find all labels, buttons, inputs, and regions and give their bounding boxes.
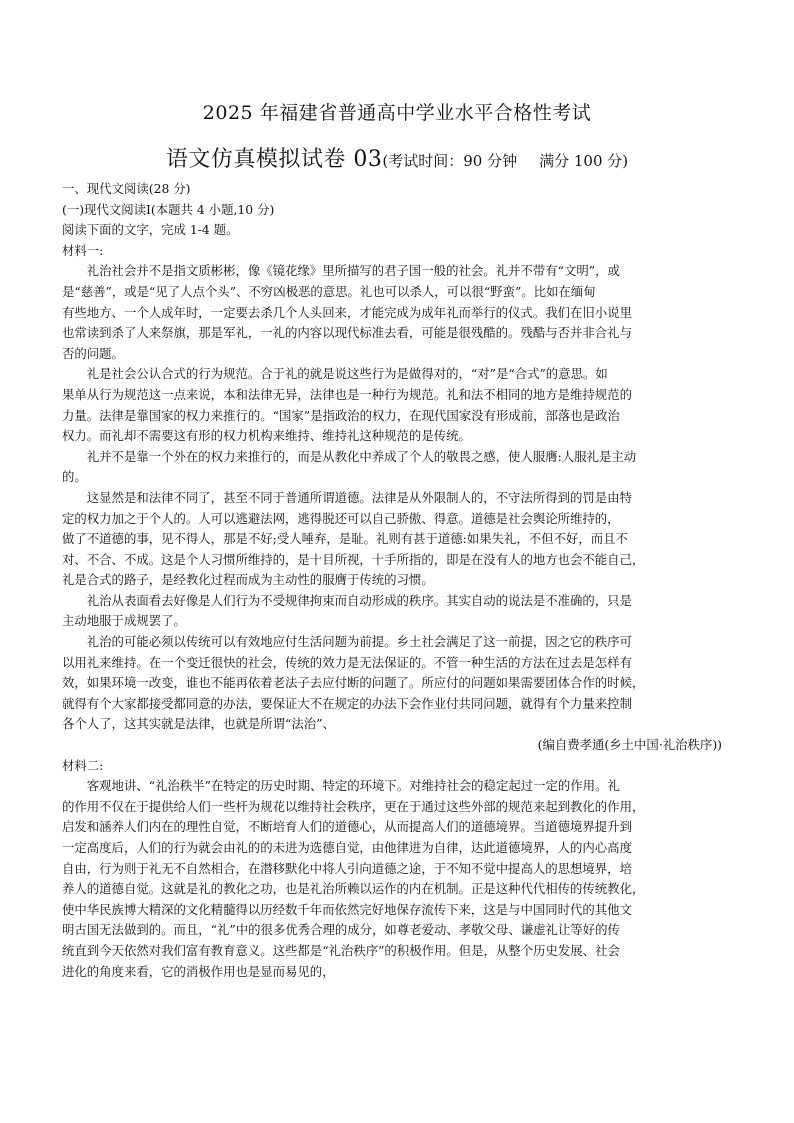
text-line: 使中华民族博大精深的文化精髓得以历经数千年而依然完好地保存流传下来，这是与中国同时代的其他文 [62, 901, 632, 917]
text-line: 定的权力加之于个人的。人可以逃避法网，逃得脱还可以自己骄傲、得意。道德是社会舆论所维持的， [62, 510, 620, 526]
text-line: 的。 [62, 469, 87, 485]
text-line: 是“慈善”，或是“见了人点个头”、不穷凶极恶的意思。礼也可以杀人，可以很“野蛮”。比如在缅甸 [62, 283, 596, 299]
text-line: 力量。法律是靠国家的权力来推行的。“国家”是指政治的权力，在现代国家没有形成前，部落也是政治 [62, 407, 620, 423]
text-line: 效，如果环境一改变，谁也不能再依着老法子去应付断的问题了。所应付的问题如果需要团体合作的时候， [62, 675, 645, 691]
text-line: 进化的角度来看，它的消极作用也是显而易见的， [62, 963, 335, 979]
paper-name: 语文仿真模拟试卷 03 [165, 147, 383, 172]
exam-title: 2025 年福建省普通高中学业水平合格性考试 [202, 102, 592, 124]
text-line: 养人的道德自觉。这就是礼的教化之功，也是礼治所赖以运作的内在机制。正是这种代代相传的传统教化， [62, 881, 645, 897]
text-line: 的作用不仅在于提供给人们一些杆为规花以维持社会秩序，更在于通过这些外部的规范来起到教化的作用， [62, 798, 645, 814]
text-line: 就得有个大家都接受都同意的办法，要保证大不在规定的办法下会作业付共同问题，就得有个力量来控制 [62, 695, 632, 711]
text-line: 启发和涵养人们内在的理性自觉，不断培育人们的道德心，从而提高人们的道德境界。当道德境界提升到 [62, 819, 632, 835]
text-line: 礼并不是靠一个外在的权力来推行的，而是从教化中养成了个人的敬畏之感，使人服膺:人服礼是主动 [62, 448, 637, 464]
text-line: 礼治的可能必须以传统可以有效地应付生活问题为前提。乡土社会满足了这一前提，因之它的秩序可 [62, 634, 632, 650]
text-line: 礼是合式的路子，是经教化过程而成为主动性的服膺于传统的习惯。 [62, 572, 434, 588]
text-line: 主动地服于成规罢了。 [62, 613, 186, 629]
text-line: 一定高度后，人们的行为就会由礼的的未进为选德自觉，由他律进为自律，达此道德境界，人的内心高度 [62, 840, 632, 855]
exam-time: (考试时间：90 分钟 [382, 152, 518, 170]
text-line: 权力。而礼却不需要这有形的权力机构来维持、维持礼这种规范的是传统。 [62, 428, 471, 444]
text-line: 明古国无法做到的。而且，“礼”中的很多优秀合理的成分，如尊老爱动、孝敬父母、谦虚礼让等好的传 [62, 922, 620, 938]
text-line: 对、不合、不成。这是个人习惯所维持的，是十目所视，十手所指的，即是在没有人的地方也会不能自己， [62, 551, 645, 567]
text-line: 材料二: [62, 757, 104, 773]
exam-subtitle [0, 142, 794, 173]
text-line: 自由，行为则于礼无不自然相合，在潜移默化中将人引向道德之途，于不知不觉中提高人的思想境界，培 [62, 860, 632, 876]
text-line: 各个人了，这其实就是法律，也就是所谓“法治”、 [62, 716, 335, 732]
text-line: 也常读到杀了人来祭旗，那是军礼，一礼的内容以现代标准去看，可能是很残酷的。残酷与否并非合礼与 [62, 325, 632, 341]
exam-body [62, 179, 732, 982]
text-line: 有些地方、一个人成年时，一定要去杀几个人头回来，才能完成为成年礼而举行的仪式。我们在旧小说里 [62, 304, 632, 320]
text-line: (一)现代文阅读Ⅰ(本题共 4 小题,10 分) [62, 201, 275, 217]
text-line: 一、现代文阅读(28 分) [62, 181, 191, 196]
text-line: 否的问题。 [62, 345, 124, 361]
material-two-text [62, 756, 732, 983]
source-note: (编自费孝通(乡土中国·礼治秩序)) [537, 737, 722, 753]
full-score: 满分 100 分) [539, 152, 629, 170]
text-line: 以用礼来维持。在一个变迁很快的社会，传统的效力是无法保证的。不管一种生活的方法在过去是怎样有 [62, 654, 632, 670]
text-line: 果单从行为规范这一点来说，本和法律无异，法律也是一种行为规范。礼和法不相同的地方是维持规范的 [62, 386, 632, 402]
text-line: 客观地讲、“礼治秩半”在特定的历史时期、特定的环境下。对维持社会的稳定起过一定的作用。礼 [62, 778, 620, 794]
material-one-text [62, 179, 732, 735]
text-line: 礼是社会公认合式的行为规范。合于礼的就是说这些行为是做得对的，“对”是“合式”的意思。如 [62, 366, 608, 382]
text-line: 阅读下面的文字，完成 1-4 题。 [62, 222, 239, 238]
text-line: 统直到今天依然对我们富有教育意义。这些都是“礼治秩序”的积极作用。但是，从整个历史发展、社会 [62, 942, 620, 958]
text-line: 做了不道德的事，见不得人，那是不好;受人唾弃，是耻。礼则有甚于道德:如果失礼，不但不好，而且不 [62, 531, 628, 547]
text-line: 材料一: [62, 242, 104, 258]
text-line: 礼治从表面看去好像是人们行为不受规律拘束而自动形成的秩序。其实自动的说法是不准确的，只是 [62, 592, 632, 608]
text-line: 这显然是和法律不同了，甚至不同于普通所谓道德。法律是从外限制人的，不守法所得到的罚是由特 [62, 489, 632, 505]
text-line: 礼治社会并不是指文质彬彬，像《镜花缘》里所描写的君子国一般的社会。礼并不带有“文明”，或 [62, 263, 620, 279]
